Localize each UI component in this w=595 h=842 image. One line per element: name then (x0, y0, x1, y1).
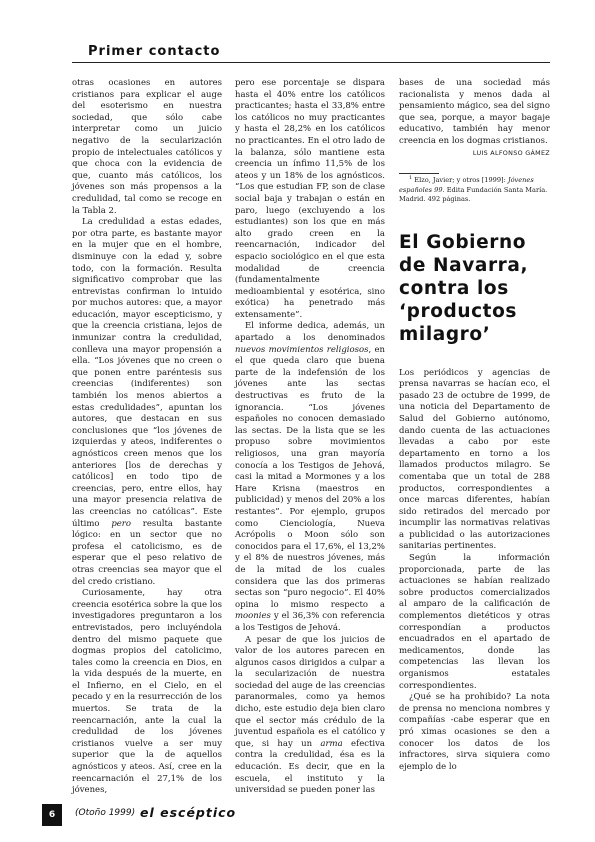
footnote (399, 174, 550, 204)
footnote-text-a: Elzo, Javier; y otros [1999]: (414, 176, 506, 185)
column-1 (72, 78, 222, 797)
title-line: ‘productos (399, 300, 518, 322)
col1-paragraph-1: otras ocasiones en autores cristianos para explicar el auge del esoterismo en nuestra sociedad, que sólo cabe interpretar como un juicio negativo de la secularización propio de intelectuales católicos y que choca con la evidencia de que, cuanto más católicos, los jóvenes son más propensos a la credulidad, tal como se recoge en la Tabla 2. (72, 78, 222, 216)
col2-p2-text-a: El informe dedica, además, un apartado a los denominados (235, 321, 385, 344)
title-line: de Navarra, (399, 254, 529, 276)
footnote-number: 1 (409, 175, 413, 182)
col2-p2-text-b: , en el que queda claro que buena parte de la indefensión de los jóvenes ante las sectas destructivas es fruto de la ignorancia. “Los jóvenes españoles no conocen demasiado las sectas. De la lista que se les propuso sobre movimientos religiosos, una gran mayoría conocía a los Testigos de Jehová, casi la mitad a Mormones y a los Hare Krisna (maestros en publicidad) y menos del 20% a los restantes”. Por ejemplo, grupos como Cienciología, Nueva Acrópolis o Moon sólo son conocidos para el 17,6%, el 13,2% y el 8% de nuestros jóvenes, más de la mitad de los cuales considera que las dos primeras sectas son “puro negocio”. El 40% opina lo mismo respecto a (235, 344, 385, 610)
col2-p2-emphasis: nuevos movimientos religiosos (235, 344, 369, 355)
col2-paragraph-1: pero ese porcentaje se dispara hasta el 40% entre los católicos practicantes; hasta el 33,8% entre los católicos no muy practicantes y hasta el 28,2% en los católicos no practicantes. En el otro lado de la balanza, sólo mantiene esta creencia un ínfimo 11,5% de los ateos y un 18% de los agnósticos. “Los que estudian FP, son de clase social baja y trabajan o están en paro, luego (excluyendo a los estudiantes) son los que en más alto grado creen en la reencarnación, indicador del espacio sociológico en el que esta modalidad de creencia (fundamentalmente medioambiental y esotérica, sino exótica) ha penetrado más extensamente”. (235, 78, 385, 320)
col3-paragraph-4: ¿Qué se ha prohibido? La nota de prensa no menciona nombres y compañías -cabe esperar que en pró ximas ocasiones se den a conocer los datos de los infractores, sirva siquiera como ejemplo de lo (399, 692, 550, 772)
article-title (399, 231, 550, 346)
col1-paragraph-3: Curiosamente, hay otra creencia esotérica sobre la que los investigadores preguntaron a los entrevistados, pero incluyéndola dentro del mismo paquete que dogmas propios del catolicimo, tales como la creencia en Dios, en la vida después de la muerte, en el Infierno, en el Cielo, en el pecado y en la resurrección de los muertos. Se trata de la reencarnación, ante la cual la credulidad de los jóvenes cristianos vuelve a ser muy superior que la de aquellos agnósticos y ateos. Así, cree en la reencarnación el 27,1% de los jóvenes, (72, 588, 222, 796)
section-header: Primer contacto (88, 44, 221, 59)
footnote-text-b: . Edita Fundación Santa María. Madrid. 492 páginas. (399, 185, 548, 204)
magazine-brand: el escéptico (140, 805, 237, 820)
col3-paragraph-2: Los periódicos y agencias de prensa navarras se hacían eco, el pasado 23 de octubre de 1999, de una noticia del Departamento de Salud del Gobierno autónomo, dando cuenta de las actuaciones llevadas a cabo por este departamento en torno a los llamados productos milagro. Se comentaba que un total de 288 productos, correspondientes a once marcas diferentes, habían sido retirados del mercado por incumplir las normativas relativas a publicidad o las autorizaciones sanitarias pertinentes. (399, 367, 550, 552)
col1-paragraph-2 (72, 217, 222, 588)
col2-p2-text-c: y el 36,3% con referencia a los Testigos de Jehová. (235, 611, 385, 633)
column-2 (235, 78, 385, 797)
article-author: LUIS ALFONSO GÁMEZ (472, 148, 550, 157)
title-line: milagro’ (399, 323, 491, 345)
col2-paragraph-3 (235, 635, 385, 797)
col2-p3-text-a: A pesar de que los juicios de valor de los autores parecen en algunos casos dirigidos a culpar a la secularización de nuestra sociedad del auge de las creencias paranormales, como ya hemos dicho, este estudio deja bien claro que el sector más crédulo de la juventud española es el católico y que, si hay un (235, 634, 385, 749)
col1-p2-emphasis: pero (111, 518, 131, 529)
col2-p3-emphasis: arma (320, 738, 343, 749)
col2-p3-text-b: efectiva contra la credulidad, ésa es la educación. Es decir, que en la escuela, el instituto y la universidad se pueden poner las (235, 738, 385, 796)
col3-paragraph-3: Según la información proporcionada, parte de las actuaciones se habían realizado sobre productos comercializados al amparo de la calificación de complementos dietéticos y otras correspondían a productos encuadrados en el apartado de medicamentos, donde las competencias las llevan los organismos estatales correspondientes. (399, 553, 550, 691)
title-line: contra los (399, 277, 509, 299)
title-line: El Gobierno (399, 231, 527, 253)
issue-label: (Otoño 1999) (75, 808, 136, 818)
page-number: 6 (42, 804, 62, 826)
col1-p2-text: La credulidad a estas edades, por otra parte, es bastante mayor en la mujer que en el hombre, disminuye con la edad y, sobre todo, con la formación. Resulta significativo comprobar que las entrevistas confirman lo intuido por muchos autores: que, a mayor educación, mayor escepticismo, y que la creencia cristiana, lejos de inmunizar contra la credulidad, conlleva una mayor propensión a ella. “Los jóvenes que no creen o que ponen entre paréntesis sus creencias (indiferentes) son también los menos abiertos a estas credulidades”, apuntan los autores, que destacan en sus conclusiones que “los jóvenes de izquierdas y ateos, indiferentes o agnósticos creen menos que los anteriores [los de derechas y católicos] en todo tipo de creencias, pero, entre ellos, hay una mayor presencia relativa de las creencias no católicas”. Este último (72, 217, 222, 529)
column-3 (399, 78, 550, 773)
header-rule (72, 62, 550, 63)
col3-paragraph-1: bases de una sociedad más racionalista y menos dada al pensamiento mágico, sea del signo que sea, porque, a mayor bagaje educativo, también hay menor creencia en los dogmas cristianos. (399, 78, 550, 146)
col2-p2-emphasis-2: moonies (235, 611, 271, 622)
col2-paragraph-2 (235, 321, 385, 634)
footnote-book-title: Jóvenes españoles 99 (399, 176, 534, 194)
col1-p2-end: resulta bastante lógico: en un sector que no profesa el catolicismo, es de esperar que el peso relativo de otras creencias sea mayor que el del credo cristiano. (72, 518, 223, 587)
